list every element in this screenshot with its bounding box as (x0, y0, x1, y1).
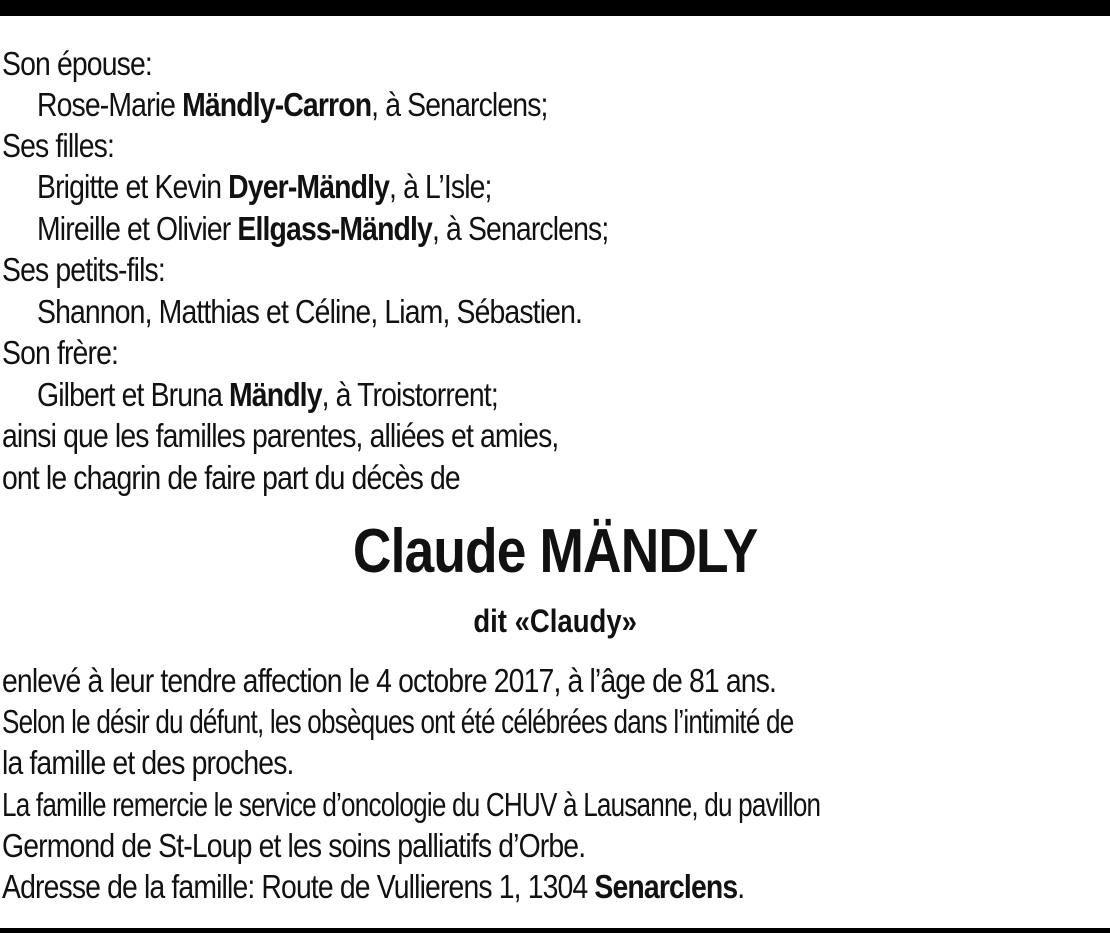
spouse-location: , à Senarclens; (371, 86, 548, 123)
spouse-first-name: Rose-Marie (37, 86, 183, 123)
thanks-line-2 (2, 826, 585, 866)
spouse-line (37, 85, 548, 125)
daughter1-location: , à L’Isle; (389, 168, 492, 205)
brother-heading-text: Son frère: (2, 334, 119, 371)
family-address-town: Senarclens (594, 868, 738, 905)
brother-first-names: Gilbert et Bruna (37, 376, 230, 413)
daughter1-surname: Dyer-Mändly (228, 168, 390, 205)
extended-family-text: ainsi que les familles parentes, alliées et amies, (2, 417, 559, 454)
spouse-surname: Mändly-Carron (182, 86, 372, 123)
death-details-line (2, 661, 776, 701)
funeral-text-1: Selon le désir du défunt, les obsèques ont été célébrées dans l’intimité de (2, 703, 794, 740)
top-border-bar (0, 0, 1110, 16)
daughter-line-2 (37, 209, 608, 249)
death-details-text: enlevé à leur tendre affection le 4 octobre 2017, à l’âge de 81 ans. (2, 662, 777, 699)
brother-location: , à Troistorrent; (321, 376, 498, 413)
deceased-name-text: Claude MÄNDLY (352, 517, 758, 586)
announcement-text: ont le chagrin de faire part du décès de (2, 459, 460, 496)
funeral-line-1 (2, 702, 793, 742)
daughter2-surname: Ellgass-Mändly (237, 210, 432, 247)
spouse-heading (2, 44, 152, 84)
spouse-heading-text: Son épouse: (2, 45, 152, 82)
deceased-name (0, 512, 1110, 592)
thanks-text-2: Germond de St-Loup et les soins palliatifs d’Orbe. (2, 827, 586, 864)
daughter2-first-names: Mireille et Olivier (37, 210, 238, 247)
daughters-heading-text: Ses filles: (2, 127, 114, 164)
thanks-line-1 (2, 785, 820, 825)
daughter-line-1 (37, 167, 492, 207)
announcement-line (2, 458, 460, 498)
grandchildren-heading-text: Ses petits-fils: (2, 251, 165, 288)
bottom-border-rule (0, 928, 1110, 933)
daughter2-location: , à Senarclens; (431, 210, 609, 247)
funeral-text-2: la famille et des proches. (2, 744, 294, 781)
deceased-nickname (0, 600, 1110, 642)
daughter1-first-names: Brigitte et Kevin (37, 168, 229, 205)
family-address-street: Adresse de la famille: Route de Vullierens 1, 1304 (2, 868, 595, 905)
deceased-nickname-text: dit «Claudy» (473, 603, 637, 639)
grandchildren-line (37, 292, 582, 332)
thanks-text-1: La famille remercie le service d’oncologie du CHUV à Lausanne, du pavillon (2, 786, 821, 823)
family-address-period: . (737, 868, 745, 905)
grandchildren-names: Shannon, Matthias et Céline, Liam, Sébastien. (37, 293, 583, 330)
brother-line (37, 375, 498, 415)
family-address-line (2, 867, 744, 907)
funeral-line-2 (2, 743, 294, 783)
daughters-heading (2, 126, 114, 166)
extended-family-line (2, 416, 558, 456)
grandchildren-heading (2, 250, 165, 290)
brother-heading (2, 333, 118, 373)
brother-surname: Mändly (229, 376, 322, 413)
